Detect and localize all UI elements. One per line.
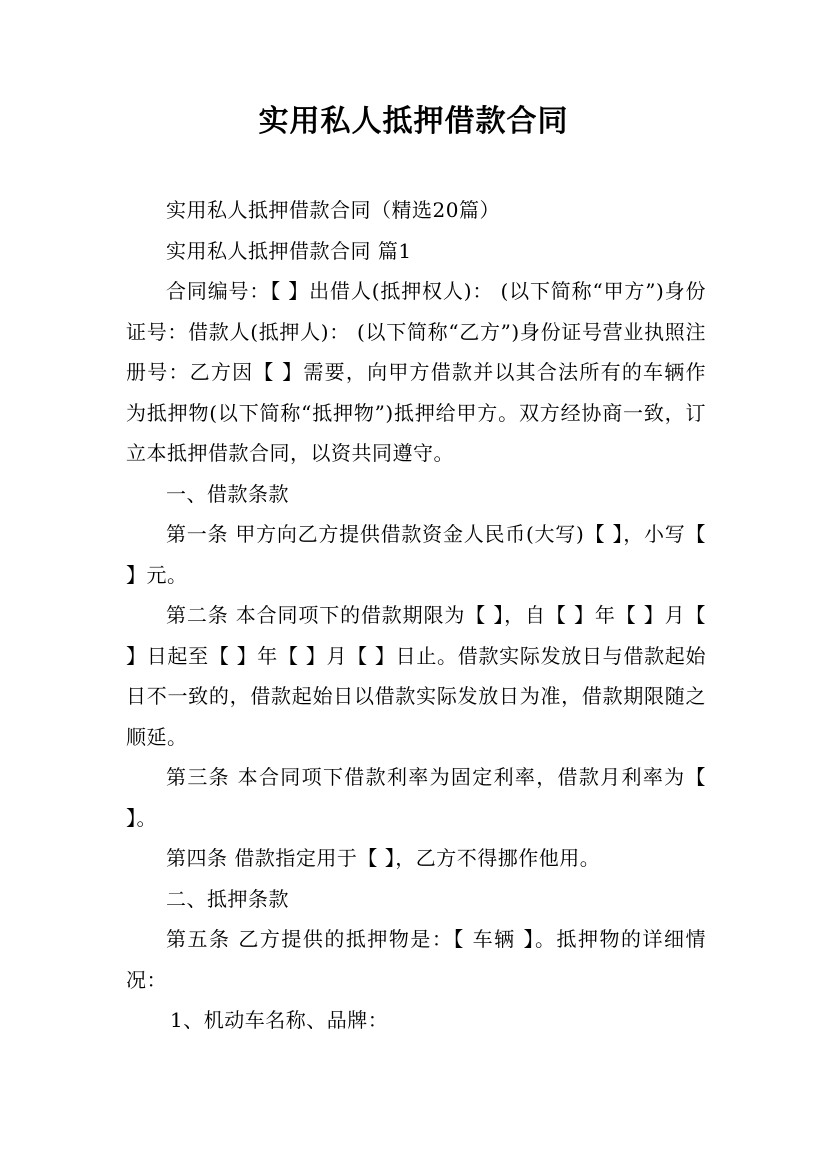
section-heading: 实用私人抵押借款合同 篇1 <box>166 238 412 263</box>
list-item: 1、机动车名称、品牌： <box>170 1008 389 1032</box>
clause-2: 第二条 本合同项下的借款期限为【 】，自【 】年【 】月【 】日起至【 】年【 】月【 】日止。借款实际发放日与借款起始日不一致的，借款起始日以借款实际发放日为准，借款期限随之顺延。 <box>126 603 706 749</box>
contract-intro-paragraph: 合同编号：【 】出借人(抵押权人)： (以下简称“甲方”)身份证号：借款人(抵押人)： (以下简称“乙方”)身份证号营业执照注册号：乙方因【 】需要，向甲方借款并以其合法所有的车辆作为抵押物(以下简称“抵押物”)抵押给甲方。双方经协商一致，订立本抵押借款合同，以资共同遵守。 <box>126 279 706 465</box>
clause-heading-loan: 一、借款条款 <box>166 481 289 506</box>
clause-5: 第五条 乙方提供的抵押物是：【 车辆 】。抵押物的详细情况： <box>126 927 706 992</box>
doc-subtitle: 实用私人抵押借款合同（精选20篇） <box>166 198 500 222</box>
document-body <box>126 190 706 1041</box>
clause-4: 第四条 借款指定用于【 】，乙方不得挪作他用。 <box>166 846 601 870</box>
clause-3: 第三条 本合同项下借款利率为固定利率，借款月利率为【 】。 <box>126 765 706 830</box>
clause-1: 第一条 甲方向乙方提供借款资金人民币(大写)【 】，小写【 】元。 <box>126 522 706 587</box>
document-title: 实用私人抵押借款合同 <box>258 104 569 139</box>
clause-heading-mortgage: 二、抵押条款 <box>166 886 289 911</box>
